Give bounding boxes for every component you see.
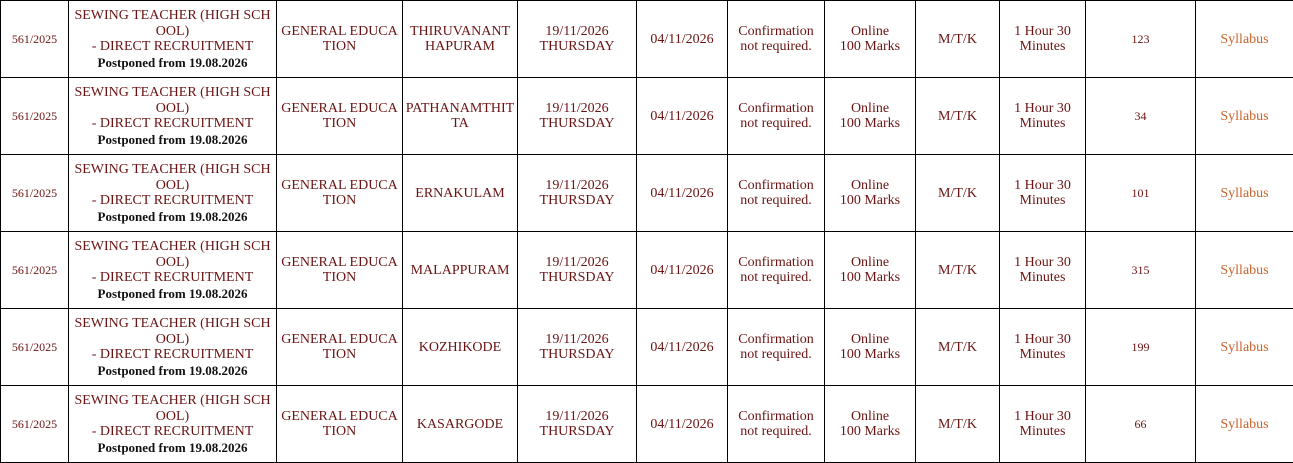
medium: M/T/K — [938, 31, 977, 47]
duration-hours: 1 Hour 30 — [1014, 332, 1071, 347]
exam-date-cell — [518, 386, 637, 463]
district: KOZHIKODE — [418, 339, 502, 355]
post-name: SEWING TEACHER (HIGH SCHOOL) — [74, 239, 271, 270]
confirmation-status: not required. — [740, 270, 812, 285]
post-name-cell — [69, 309, 277, 386]
confirmation-cell — [728, 232, 825, 309]
syllabus-cell — [1196, 309, 1293, 386]
confirmation-cell — [728, 386, 825, 463]
postponed-note: Postponed from 19.08.2026 — [97, 439, 248, 455]
medium-cell — [916, 78, 1000, 155]
post-name: SEWING TEACHER (HIGH SCHOOL) — [74, 162, 271, 193]
confirmation-date-cell — [637, 1, 728, 78]
exam-date-cell — [518, 232, 637, 309]
duration-cell — [1000, 78, 1086, 155]
table-row — [1, 78, 1293, 155]
exam-mode: Online — [850, 332, 890, 347]
confirmation-label: Confirmation — [738, 24, 814, 39]
exam-date-cell — [518, 1, 637, 78]
postponed-note: Postponed from 19.08.2026 — [97, 285, 248, 301]
postponed-note: Postponed from 19.08.2026 — [97, 54, 248, 70]
exam-date: 19/11/2026 — [545, 409, 609, 424]
confirmation-cell — [728, 309, 825, 386]
duration-cell — [1000, 309, 1086, 386]
department-cell — [277, 309, 403, 386]
post-name-cell — [69, 78, 277, 155]
category-number: 561/2025 — [11, 108, 58, 123]
exam-mode: Online — [850, 255, 890, 270]
exam-day: THURSDAY — [539, 193, 615, 208]
exam-date: 19/11/2026 — [545, 332, 609, 347]
recruitment-method: - DIRECT RECRUITMENT — [91, 193, 254, 208]
candidates-cell — [1086, 309, 1196, 386]
medium-cell — [916, 155, 1000, 232]
candidate-count: 101 — [1131, 185, 1150, 200]
confirmation-label: Confirmation — [738, 409, 814, 424]
table-row — [1, 386, 1293, 463]
medium: M/T/K — [938, 262, 977, 278]
exam-date-cell — [518, 155, 637, 232]
district: ERNAKULAM — [415, 185, 505, 201]
department-cell — [277, 232, 403, 309]
duration-cell — [1000, 155, 1086, 232]
post-name: SEWING TEACHER (HIGH SCHOOL) — [74, 85, 271, 116]
exam-day: THURSDAY — [539, 270, 615, 285]
candidates-cell — [1086, 78, 1196, 155]
medium-cell — [916, 386, 1000, 463]
exam-mode: Online — [850, 409, 890, 424]
confirmation-date: 04/11/2026 — [650, 185, 714, 201]
medium: M/T/K — [938, 339, 977, 355]
confirmation-label: Confirmation — [738, 332, 814, 347]
exam-date: 19/11/2026 — [545, 101, 609, 116]
department-cell — [277, 386, 403, 463]
candidates-cell — [1086, 1, 1196, 78]
candidates-cell — [1086, 155, 1196, 232]
syllabus-link[interactable]: Syllabus — [1220, 339, 1269, 355]
table-row — [1, 309, 1293, 386]
confirmation-date: 04/11/2026 — [650, 416, 714, 432]
recruitment-method: - DIRECT RECRUITMENT — [91, 424, 254, 439]
confirmation-status: not required. — [740, 39, 812, 54]
postponed-note: Postponed from 19.08.2026 — [97, 131, 248, 147]
category-number-cell — [1, 155, 69, 232]
district: KASARGODE — [416, 416, 504, 432]
confirmation-cell — [728, 155, 825, 232]
confirmation-date-cell — [637, 232, 728, 309]
duration-hours: 1 Hour 30 — [1014, 409, 1071, 424]
exam-date: 19/11/2026 — [545, 255, 609, 270]
post-name-cell — [69, 155, 277, 232]
candidate-count: 315 — [1131, 262, 1150, 277]
medium: M/T/K — [938, 185, 977, 201]
syllabus-cell — [1196, 232, 1293, 309]
post-name-cell — [69, 386, 277, 463]
district-cell — [403, 309, 518, 386]
category-number: 561/2025 — [11, 339, 58, 354]
table-row — [1, 232, 1293, 309]
exam-marks: 100 Marks — [839, 347, 901, 362]
duration-minutes: Minutes — [1019, 347, 1066, 362]
exam-mode: Online — [850, 178, 890, 193]
post-name-cell — [69, 232, 277, 309]
candidate-count: 34 — [1134, 108, 1147, 123]
duration-minutes: Minutes — [1019, 424, 1066, 439]
postponed-note: Postponed from 19.08.2026 — [97, 208, 248, 224]
confirmation-date-cell — [637, 386, 728, 463]
exam-date: 19/11/2026 — [545, 24, 609, 39]
category-number-cell — [1, 309, 69, 386]
duration-hours: 1 Hour 30 — [1014, 255, 1071, 270]
exam-marks: 100 Marks — [839, 193, 901, 208]
district: PATHANAMTHITTA — [405, 101, 515, 131]
duration-hours: 1 Hour 30 — [1014, 178, 1071, 193]
exam-day: THURSDAY — [539, 424, 615, 439]
category-number-cell — [1, 386, 69, 463]
syllabus-link[interactable]: Syllabus — [1220, 108, 1269, 124]
exam-mode-cell — [825, 386, 916, 463]
syllabus-link[interactable]: Syllabus — [1220, 262, 1269, 278]
exam-mode-cell — [825, 1, 916, 78]
exam-marks: 100 Marks — [839, 424, 901, 439]
duration-minutes: Minutes — [1019, 270, 1066, 285]
department: GENERAL EDUCATION — [281, 409, 398, 439]
district: THIRUVANANTHAPURAM — [409, 24, 511, 54]
recruitment-method: - DIRECT RECRUITMENT — [91, 116, 254, 131]
duration-cell — [1000, 1, 1086, 78]
category-number: 561/2025 — [11, 262, 58, 277]
medium-cell — [916, 309, 1000, 386]
recruitment-method: - DIRECT RECRUITMENT — [91, 270, 254, 285]
candidate-count: 66 — [1134, 416, 1147, 431]
duration-cell — [1000, 232, 1086, 309]
syllabus-cell — [1196, 78, 1293, 155]
syllabus-link[interactable]: Syllabus — [1220, 416, 1269, 432]
confirmation-status: not required. — [740, 193, 812, 208]
confirmation-cell — [728, 78, 825, 155]
confirmation-date: 04/11/2026 — [650, 339, 714, 355]
exam-day: THURSDAY — [539, 347, 615, 362]
confirmation-label: Confirmation — [738, 255, 814, 270]
medium-cell — [916, 232, 1000, 309]
exam-date-cell — [518, 309, 637, 386]
post-name: SEWING TEACHER (HIGH SCHOOL) — [74, 316, 271, 347]
post-name: SEWING TEACHER (HIGH SCHOOL) — [74, 8, 271, 39]
table-row — [1, 155, 1293, 232]
syllabus-cell — [1196, 386, 1293, 463]
medium-cell — [916, 1, 1000, 78]
duration-hours: 1 Hour 30 — [1014, 101, 1071, 116]
syllabus-link[interactable]: Syllabus — [1220, 31, 1269, 47]
category-number-cell — [1, 1, 69, 78]
confirmation-label: Confirmation — [738, 101, 814, 116]
exam-marks: 100 Marks — [839, 39, 901, 54]
post-name-cell — [69, 1, 277, 78]
duration-minutes: Minutes — [1019, 193, 1066, 208]
confirmation-cell — [728, 1, 825, 78]
category-number: 561/2025 — [11, 416, 58, 431]
recruitment-method: - DIRECT RECRUITMENT — [91, 39, 254, 54]
category-number: 561/2025 — [11, 185, 58, 200]
district-cell — [403, 386, 518, 463]
department: GENERAL EDUCATION — [281, 332, 398, 362]
department: GENERAL EDUCATION — [281, 255, 398, 285]
exam-mode: Online — [850, 101, 890, 116]
exam-mode-cell — [825, 78, 916, 155]
district-cell — [403, 155, 518, 232]
postponed-note: Postponed from 19.08.2026 — [97, 362, 248, 378]
district-cell — [403, 78, 518, 155]
exam-mode-cell — [825, 232, 916, 309]
department-cell — [277, 155, 403, 232]
exam-marks: 100 Marks — [839, 270, 901, 285]
exam-date-cell — [518, 78, 637, 155]
department: GENERAL EDUCATION — [281, 101, 398, 131]
department: GENERAL EDUCATION — [281, 178, 398, 208]
exam-marks: 100 Marks — [839, 116, 901, 131]
table-row — [1, 1, 1293, 78]
exam-mode: Online — [850, 24, 890, 39]
post-name: SEWING TEACHER (HIGH SCHOOL) — [74, 393, 271, 424]
exam-day: THURSDAY — [539, 39, 615, 54]
confirmation-date: 04/11/2026 — [650, 262, 714, 278]
exam-mode-cell — [825, 155, 916, 232]
exam-day: THURSDAY — [539, 116, 615, 131]
duration-minutes: Minutes — [1019, 116, 1066, 131]
medium: M/T/K — [938, 108, 977, 124]
confirmation-status: not required. — [740, 347, 812, 362]
exam-mode-cell — [825, 309, 916, 386]
syllabus-cell — [1196, 1, 1293, 78]
medium: M/T/K — [938, 416, 977, 432]
confirmation-date-cell — [637, 309, 728, 386]
department: GENERAL EDUCATION — [281, 24, 398, 54]
district-cell — [403, 1, 518, 78]
confirmation-date: 04/11/2026 — [650, 108, 714, 124]
duration-minutes: Minutes — [1019, 39, 1066, 54]
district-cell — [403, 232, 518, 309]
department-cell — [277, 78, 403, 155]
department-cell — [277, 1, 403, 78]
confirmation-label: Confirmation — [738, 178, 814, 193]
confirmation-date-cell — [637, 155, 728, 232]
syllabus-link[interactable]: Syllabus — [1220, 185, 1269, 201]
candidate-count: 123 — [1131, 31, 1150, 46]
candidates-cell — [1086, 232, 1196, 309]
confirmation-date: 04/11/2026 — [650, 31, 714, 47]
syllabus-cell — [1196, 155, 1293, 232]
category-number-cell — [1, 78, 69, 155]
category-number: 561/2025 — [11, 31, 58, 46]
confirmation-status: not required. — [740, 424, 812, 439]
confirmation-date-cell — [637, 78, 728, 155]
exam-date: 19/11/2026 — [545, 178, 609, 193]
candidates-cell — [1086, 386, 1196, 463]
category-number-cell — [1, 232, 69, 309]
confirmation-status: not required. — [740, 116, 812, 131]
district: MALAPPURAM — [410, 262, 510, 278]
duration-cell — [1000, 386, 1086, 463]
recruitment-method: - DIRECT RECRUITMENT — [91, 347, 254, 362]
duration-hours: 1 Hour 30 — [1014, 24, 1071, 39]
candidate-count: 199 — [1131, 339, 1150, 354]
